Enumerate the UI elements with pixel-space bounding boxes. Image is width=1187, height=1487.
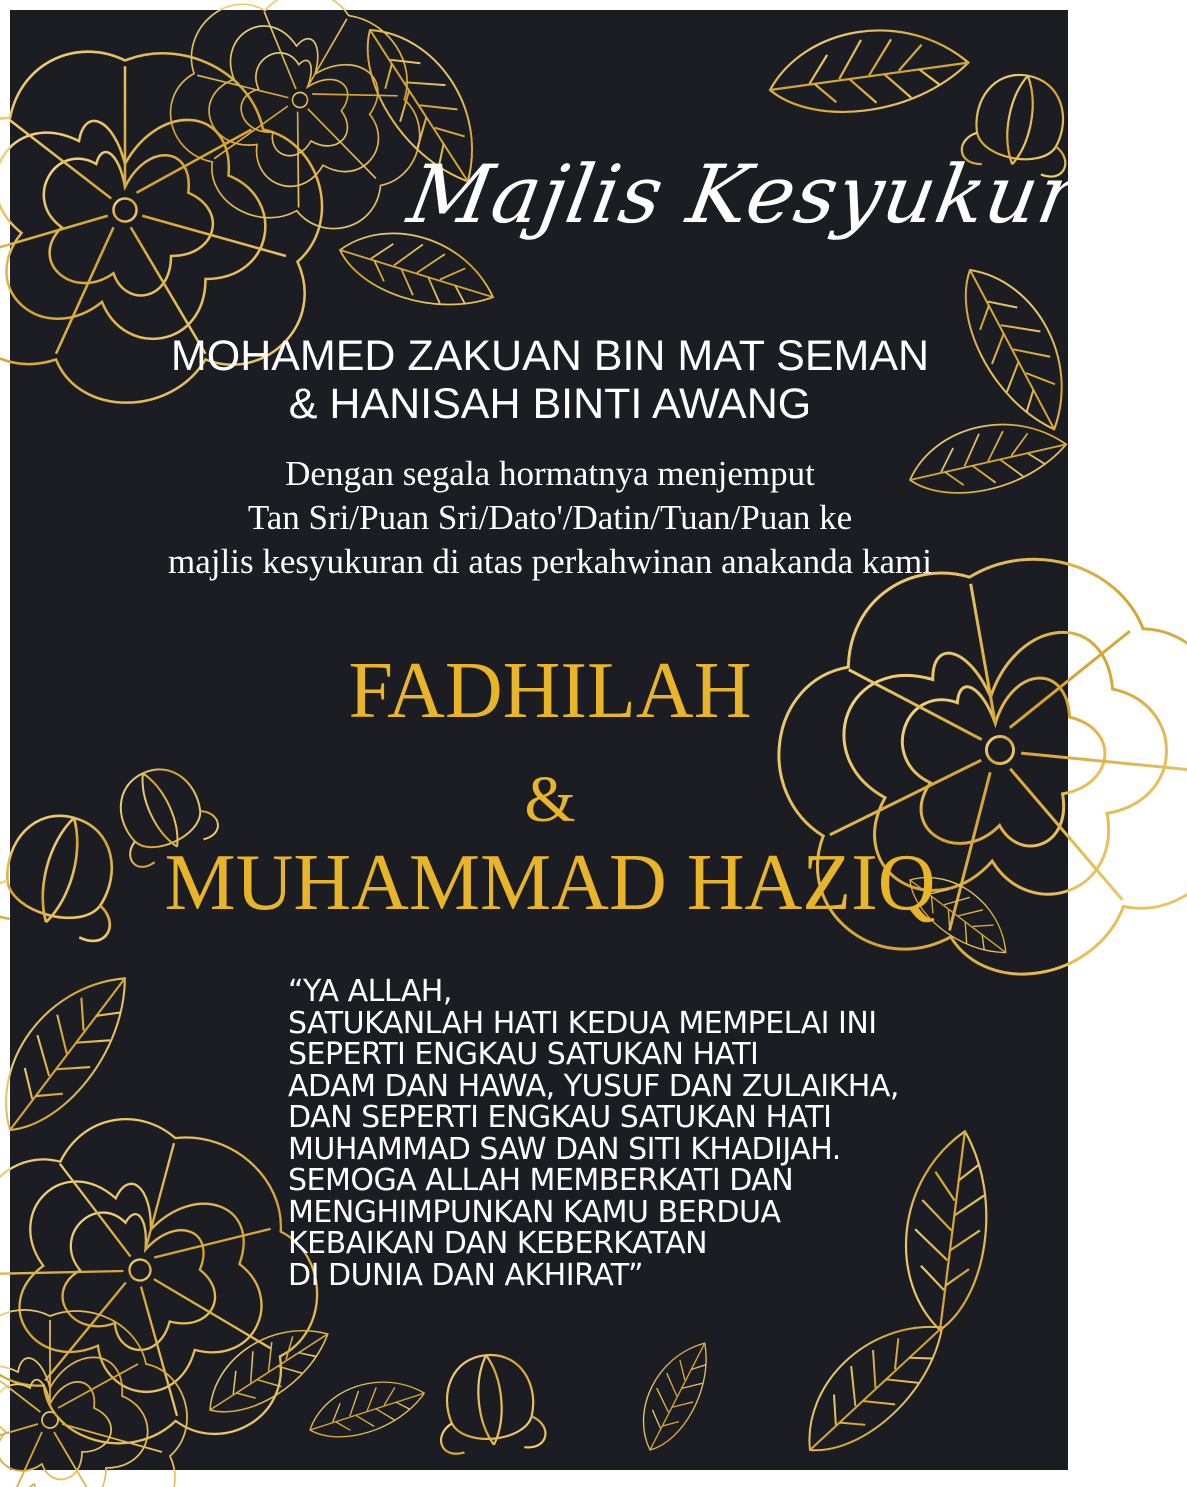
prayer-line: KEBAIKAN DAN KEBERKATAN <box>288 1226 708 1261</box>
prayer-line: “YA ALLAH, <box>288 974 452 1009</box>
prayer-line: DI DUNIA DAN AKHIRAT” <box>288 1257 644 1293</box>
parents-names <box>70 332 1030 428</box>
invitation-text <box>70 452 1030 584</box>
script-title: Majlis Kesyukuran <box>401 148 1187 241</box>
couple-ampersand: & <box>524 763 576 836</box>
groom-name: MUHAMMAD HAZIQ <box>164 839 936 927</box>
prayer-line: SEPERTI ENGKAU SATUKAN HATI <box>288 1037 759 1072</box>
invitation-line: Dengan segala hormatnya menjemput <box>285 454 815 493</box>
prayer-line: MENGHIMPUNKAN KAMU BERDUA <box>288 1194 781 1230</box>
prayer-line: SATUKANLAH HATI KEDUA MEMPELAI INI <box>288 1005 877 1041</box>
parent-line: MOHAMED ZAKUAN BIN MAT SEMAN <box>170 332 930 380</box>
invitation-card <box>10 10 1187 1470</box>
prayer-line: ADAM DAN HAWA, YUSUF DAN ZULAIKHA, <box>288 1068 899 1104</box>
prayer-line: DAN SEPERTI ENGKAU SATUKAN HATI <box>288 1100 832 1135</box>
prayer-line: SEMOGA ALLAH MEMBERKATI DAN <box>288 1163 794 1198</box>
bride-name: FADHILAH <box>348 647 752 735</box>
invitation-line: majlis kesyukuran di atas perkahwinan anakanda kami <box>168 542 932 581</box>
prayer-text <box>288 976 899 1291</box>
parent-line: & HANISAH BINTI AWANG <box>288 380 812 428</box>
prayer-line: MUHAMMAD SAW DAN SITI KHADIJAH. <box>288 1131 841 1167</box>
invitation-line: Tan Sri/Puan Sri/Dato'/Datin/Tuan/Puan ke <box>247 498 853 537</box>
